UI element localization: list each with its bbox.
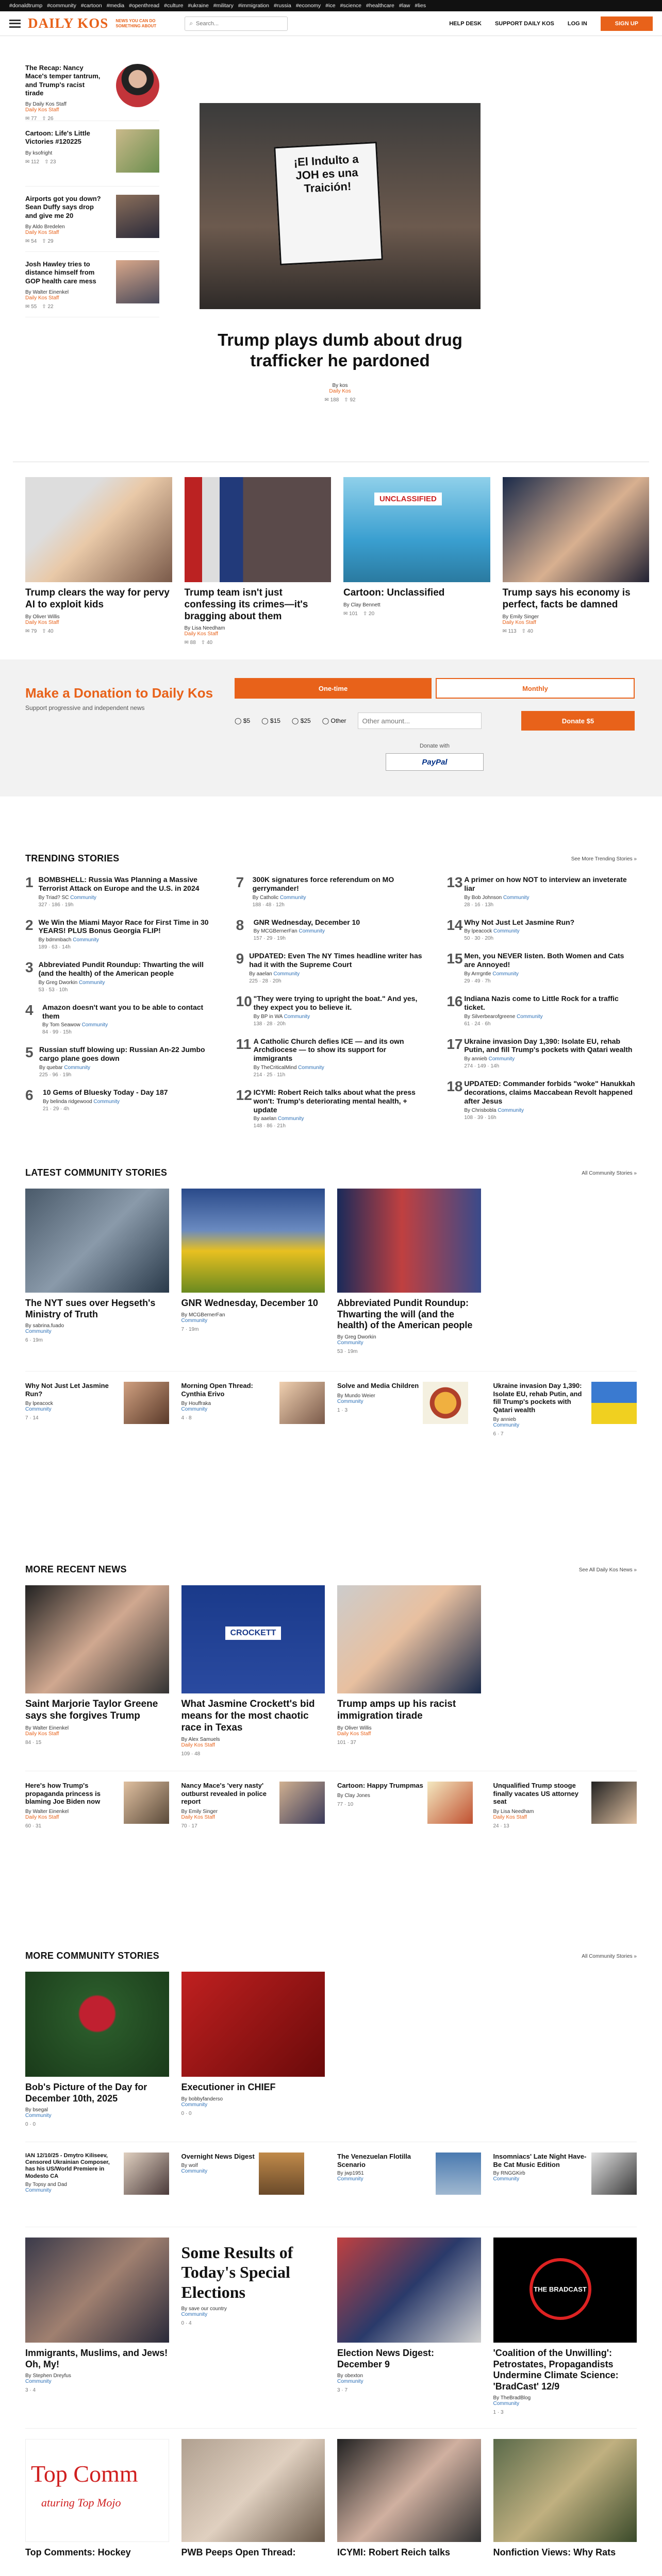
byline: By Daily Kos Staff Daily Kos Staff <box>25 101 67 113</box>
story-stats: 148 · 86 · 21h <box>253 1123 286 1129</box>
trending-title[interactable]: UPDATED: Commander forbids "woke" Hanukkah decorations, claims Maccabean Revolt happened after Jesus <box>464 1079 635 1105</box>
story-thumbnail[interactable] <box>116 260 159 303</box>
list-item[interactable] <box>25 121 159 187</box>
story-title[interactable]: Trump clears the way for pervy AI to exploit kids <box>25 587 170 610</box>
story-stats: ✉ 79 ⇧ 40 <box>25 628 54 634</box>
story-card[interactable]: The NYT sues over Hegseth's Ministry of Truth By sabrina.fuado Community 6 · 19m <box>25 1189 169 1354</box>
story-stats: 188 · 48 · 12h <box>252 902 285 908</box>
recent-news-small-row <box>25 1782 637 1829</box>
trending-rank: 2 <box>25 917 34 933</box>
trending-rank: 10 <box>236 993 252 1009</box>
story-stats: ✉ 101 ⇧ 20 <box>343 611 375 617</box>
byline: By Walter Einenkel Daily Kos Staff <box>25 289 69 301</box>
donate-button[interactable]: Donate $5 <box>521 711 635 731</box>
small-story-card[interactable]: Unqualified Trump stooge finally vacates US attorney seat By Lisa Needham Daily Kos Staff 24 · 13 <box>493 1782 637 1829</box>
trending-column <box>446 875 637 1139</box>
trending-rank: 9 <box>236 951 244 967</box>
trending-item[interactable] <box>446 918 637 942</box>
story-card[interactable]: Nonfiction Views: Why Rats <box>493 2439 637 2562</box>
recent-news-row <box>25 1585 637 1755</box>
hashtag-link[interactable]: #law <box>399 3 410 9</box>
story-stats: 53 · 53 · 10h <box>38 987 68 993</box>
story-stats: 157 · 29 · 19h <box>253 936 286 942</box>
protest-sign: ¡El Indulto a JOH es una Traición! <box>274 142 383 265</box>
byline: By Lisa Needham Daily Kos Staff <box>184 625 225 637</box>
trending-rank: 16 <box>446 993 463 1009</box>
small-story-card[interactable]: Morning Open Thread: Cynthia Erivo By Houffraka Community 4 · 8 <box>181 1382 325 1437</box>
story-card[interactable]: Election News Digest: December 9 By obexton Community 3 · 7 <box>337 2238 481 2415</box>
other-amount-input[interactable] <box>358 713 482 729</box>
paypal-button[interactable] <box>386 753 484 771</box>
story-stats: ✉ 112 ⇧ 23 <box>25 159 56 165</box>
trending-title[interactable]: Men, you NEVER listen. Both Women and Cats are Annoyed! <box>464 952 624 969</box>
story-card[interactable]: Executioner in CHIEF By bobbyfanderso Community 0 · 0 <box>181 1972 325 2131</box>
hashtag-link[interactable]: #healthcare <box>366 3 394 9</box>
one-time-tab[interactable]: One-time <box>235 678 432 699</box>
trending-rank: 14 <box>446 917 463 933</box>
trending-item[interactable] <box>236 918 426 942</box>
trending-title[interactable]: 300K signatures force referendum on MO gerrymander! <box>252 875 394 892</box>
trending-rank: 1 <box>25 874 34 890</box>
byline: By TheCriticalMind Community <box>253 1064 324 1071</box>
top-stories <box>13 36 649 659</box>
story-stats: 84 · 99 · 15h <box>42 1029 72 1036</box>
comments-count[interactable]: ✉ 77 <box>25 116 37 122</box>
story-stats: ✉ 188 ⇧ 92 <box>324 397 356 403</box>
more-community-section <box>13 1951 649 2576</box>
help-desk-link[interactable]: HELP DESK <box>449 20 482 27</box>
byline: By belinda ridgewood Community <box>43 1098 120 1105</box>
byline: By Aldo Bredelen Daily Kos Staff <box>25 224 65 235</box>
all-community-link[interactable]: All Community Stories » <box>582 1171 637 1176</box>
paypal-icon: PayPal <box>422 757 448 767</box>
story-card[interactable] <box>25 477 172 646</box>
search-input[interactable] <box>196 21 278 27</box>
trending-title[interactable]: A Catholic Church defies ICE — and its own Archdiocese — to show its support for immigrants <box>253 1037 404 1063</box>
trending-title[interactable]: Ukraine invasion Day 1,390: Isolate EU, rehab Putin, and fill Trump's pockets with Qatari wealth <box>464 1037 633 1054</box>
trending-item[interactable] <box>446 952 637 984</box>
all-news-link[interactable]: See All Daily Kos News » <box>578 1567 637 1573</box>
byline: By Triad? SC Community <box>38 894 96 901</box>
trending-rank: 7 <box>236 874 244 890</box>
story-card[interactable] <box>503 477 650 646</box>
trending-title: TRENDING STORIES <box>25 853 120 863</box>
trending-title[interactable]: Russian stuff blowing up: Russian An-22 Jumbo cargo plane goes down <box>39 1045 205 1063</box>
byline: By kos Daily Kos <box>329 383 351 395</box>
story-card[interactable]: ICYMI: Robert Reich talks <box>337 2439 481 2562</box>
see-more-trending-link[interactable]: See More Trending Stories » <box>571 856 637 862</box>
byline: By Chrisbobla Community <box>464 1107 524 1113</box>
story-card[interactable]: Bob's Picture of the Day for December 10th, 2025 By bsegal Community 0 · 0 <box>25 1972 169 2131</box>
story-stats: 29 · 49 · 7h <box>464 978 491 984</box>
small-story-card[interactable]: Cartoon: Happy Trumpmas By Clay Jones 77 · 10 <box>337 1782 481 1829</box>
hashtag-link[interactable]: #immigration <box>238 3 269 9</box>
story-stats: 225 · 28 · 20h <box>249 978 282 984</box>
story-card[interactable]: Trump amps up his racist immigration tirade By Oliver Willis Daily Kos Staff 101 · 37 <box>337 1585 481 1757</box>
story-card[interactable] <box>185 477 332 646</box>
story-stats: ✉ 54 ⇧ 29 <box>25 238 54 244</box>
trending-title[interactable]: UPDATED: Even The NY Times headline writer has had it with the Supreme Court <box>249 952 422 969</box>
cartoon-thumbnail[interactable] <box>116 129 159 173</box>
story-card[interactable]: PWB Peeps Open Thread: <box>181 2439 325 2562</box>
story-image[interactable] <box>185 477 332 582</box>
story-card[interactable]: CROCKETT What Jasmine Crockett's bid means for the most chaotic race in Texas By Alex Samuels Daily Kos Staff 109 · 48 <box>181 1585 325 1757</box>
donation-subtitle: Support progressive and independent news <box>25 704 145 711</box>
story-card[interactable]: Saint Marjorie Taylor Greene says she forgives Trump By Walter Einenkel Daily Kos Staff 84 · 15 <box>25 1585 169 1757</box>
trending-item[interactable] <box>25 875 216 908</box>
byline: By Bob Johnson Community <box>464 894 529 901</box>
section-title: LATEST COMMUNITY STORIES <box>25 1167 168 1178</box>
small-story-card[interactable]: Insomniacs' Late Night Have-Be Cat Music Edition By RNGGKirb Community <box>493 2153 637 2219</box>
trending-rank: 13 <box>446 874 463 890</box>
byline: By ksofright <box>25 150 53 156</box>
story-title[interactable]: The Recap: Nancy Mace's temper tantrum, and Trump's racist tirade <box>25 64 101 97</box>
trending-title[interactable]: BOMBSHELL: Russia Was Planning a Massive Terrorist Attack on Europe and the U.S. in 2024 <box>38 875 200 892</box>
story-stats: ✉ 88 ⇧ 40 <box>184 640 213 646</box>
story-stats: 108 · 39 · 16h <box>464 1114 496 1121</box>
trending-title[interactable]: 10 Gems of Bluesky Today - Day 187 <box>43 1088 168 1096</box>
list-item[interactable] <box>25 187 159 252</box>
hashtag-link[interactable]: #ukraine <box>188 3 209 9</box>
byline: By aaelan Community <box>249 971 300 977</box>
story-stats: 189 · 63 · 14h <box>38 944 71 951</box>
small-story-card[interactable]: Here's how Trump's propaganda princess is blaming Joe Biden now By Walter Einenkel Daily Kos Staff 60 · 31 <box>25 1782 169 1829</box>
small-story-card[interactable]: Nancy Mace's 'very nasty' outburst revealed in police report By Emily Singer Daily Kos Staff 70 · 17 <box>181 1782 325 1829</box>
monthly-tab[interactable]: Monthly <box>436 678 635 699</box>
small-story-card[interactable]: Ukraine invasion Day 1,390: Isolate EU, rehab Putin, and fill Trump's pockets with Qatari wealth By annieb Community 6 · 7 <box>493 1382 637 1437</box>
site-logo[interactable]: DAILY KOS <box>28 15 109 31</box>
trending-rank: 11 <box>236 1036 252 1052</box>
hashtag-link[interactable]: #russia <box>273 3 291 9</box>
story-title[interactable]: Airports got you down? Sean Duffy says drop and give me 20 <box>25 195 101 219</box>
hashtag-link[interactable]: #science <box>340 3 362 9</box>
story-title[interactable]: Josh Hawley tries to distance himself from GOP health care mess <box>25 260 96 285</box>
byline: By annieb Community <box>464 1056 515 1062</box>
hashtag-link[interactable]: #donaldtrump <box>9 3 43 9</box>
trending-item[interactable] <box>236 1037 426 1078</box>
trending-rank: 4 <box>25 1002 34 1018</box>
trending-rank: 8 <box>236 917 244 933</box>
donation-panel <box>0 659 662 796</box>
trending-item[interactable] <box>25 1045 216 1078</box>
trending-item[interactable] <box>25 1003 216 1036</box>
trending-title[interactable]: GNR Wednesday, December 10 <box>253 918 360 926</box>
latest-community-section <box>13 1167 649 1564</box>
story-stats: 50 · 30 · 20h <box>464 936 494 942</box>
community-row-1 <box>25 1972 637 2131</box>
signup-button[interactable]: SIGN UP <box>601 16 653 31</box>
login-link[interactable]: LOG IN <box>567 20 587 27</box>
trending-title[interactable]: We Win the Miami Mayor Race for First Time in 30 YEARS! PLUS Bonus Georgia FLIP! <box>38 918 209 935</box>
byline: By lpeacock Community <box>464 928 520 935</box>
recent-news-section <box>13 1564 649 1951</box>
hashtag-bar <box>0 0 662 11</box>
trending-title[interactable]: Why Not Just Let Jasmine Run? <box>464 918 575 926</box>
section-title: MORE RECENT NEWS <box>25 1564 127 1574</box>
story-stats: ✉ 55 ⇧ 22 <box>25 303 54 310</box>
story-stats: 327 · 186 · 19h <box>38 902 74 908</box>
story-stats: 274 · 149 · 14h <box>464 1063 500 1070</box>
trending-rank: 5 <box>25 1044 34 1061</box>
byline: By BP in WA Community <box>253 1013 310 1020</box>
story-card[interactable]: GNR Wednesday, December 10 By MCGBernerFan Community 7 · 19m <box>181 1189 325 1354</box>
byline: By Clay Bennett <box>343 602 380 608</box>
support-link[interactable]: SUPPORT DAILY KOS <box>494 20 554 27</box>
story-image[interactable] <box>25 477 172 582</box>
trending-item[interactable] <box>446 875 637 908</box>
byline: By aaelan Community <box>253 1116 304 1122</box>
story-stats: ✉ 113 ⇧ 40 <box>502 628 533 634</box>
story-thumbnail[interactable] <box>116 64 159 107</box>
story-title[interactable]: Cartoon: Unclassified <box>343 587 445 598</box>
trending-rank: 17 <box>446 1036 463 1052</box>
featured-story[interactable] <box>200 103 481 403</box>
hashtag-link[interactable]: #community <box>47 3 76 9</box>
story-card[interactable]: Some Results of Today's Special Elections By save our country Community 0 · 4 <box>181 2243 293 2327</box>
list-item[interactable] <box>25 252 159 317</box>
featured-image[interactable] <box>200 103 481 309</box>
byline: By Greg Dworkin Community <box>38 979 105 986</box>
left-story-list <box>25 56 159 317</box>
story-stats: 214 · 25 · 11h <box>253 1072 286 1078</box>
community-row-2 <box>25 2153 637 2219</box>
search-box[interactable] <box>185 16 288 31</box>
latest-community-row <box>25 1189 637 1353</box>
trending-item[interactable] <box>446 1037 637 1070</box>
menu-icon[interactable] <box>9 20 21 28</box>
trending-grid <box>25 875 637 1139</box>
list-item[interactable] <box>25 56 159 121</box>
trending-item[interactable] <box>446 994 637 1027</box>
trending-title[interactable]: Amazon doesn't want you to be able to contact them <box>42 1003 204 1020</box>
site-header <box>0 11 662 36</box>
trending-rank: 12 <box>236 1087 252 1103</box>
amount-radio-other[interactable]: ◯ Other <box>322 717 346 724</box>
donate-with-label: Donate with <box>419 743 450 749</box>
community-row-3 <box>25 2238 637 2416</box>
cartoon-image[interactable]: UNCLASSIFIED <box>343 477 490 582</box>
story-stats: 28 · 16 · 13h <box>464 902 494 908</box>
story-card[interactable]: Top Comm aturing Top Mojo Top Comments: Hockey <box>25 2439 169 2562</box>
byline: By Catholic Community <box>252 894 306 901</box>
byline: By Tom Seawow Community <box>42 1022 108 1028</box>
community-row-4 <box>25 2439 637 2562</box>
story-title[interactable]: Trump says his economy is perfect, facts be damned <box>502 587 631 610</box>
hashtag-link[interactable]: #ice <box>325 3 336 9</box>
byline: By Arrrgntle Community <box>464 971 519 977</box>
featured-title[interactable]: Trump plays dumb about drug trafficker he pardoned <box>218 330 462 370</box>
story-card-row <box>25 477 649 646</box>
trending-title[interactable]: A primer on how NOT to interview an inveterate liar <box>464 875 627 892</box>
hashtag-link[interactable]: #lies <box>415 3 426 9</box>
story-title[interactable]: Trump team isn't just confessing its crimes—it's bragging about them <box>184 587 308 622</box>
hashtag-link[interactable]: #cartoon <box>80 3 102 9</box>
story-card[interactable]: THE BRADCAST 'Coalition of the Unwilling': Petrostates, Propagandists Undermine Climate Science: 'BradCast' 12/9 By TheBradBlog Community 1 · 3 <box>493 2238 637 2415</box>
section-title: MORE COMMUNITY STORIES <box>25 1951 159 1961</box>
trending-rank: 6 <box>25 1087 34 1103</box>
search-icon: ⌕ <box>189 20 193 27</box>
story-thumbnail[interactable] <box>116 195 159 238</box>
trending-section <box>13 796 649 1167</box>
hashtag-link[interactable]: #economy <box>295 3 321 9</box>
recs-count[interactable]: ⇧ 26 <box>42 116 54 122</box>
story-stats <box>25 116 103 122</box>
hashtag-link[interactable]: #military <box>213 3 234 9</box>
logo-tagline: NEWS YOU CAN DO SOMETHING ABOUT <box>115 18 157 28</box>
small-story-card[interactable]: The Venezuelan Flotilla Scenario By jwp1951 Community <box>337 2153 481 2219</box>
amount-radio-25[interactable]: ◯ $25 <box>291 717 311 724</box>
small-story-card[interactable]: Solve and Media Children By Mundo Weier Community 1 · 3 <box>337 1382 481 1437</box>
small-story-card[interactable]: IAN 12/10/25 - Dmytro Kiliseev, Censored Ukrainian Composer, has his US/World Premiere in Modesto CA By Topsy and Dad Community <box>25 2153 169 2219</box>
story-image[interactable] <box>503 477 650 582</box>
trending-item[interactable] <box>236 1088 426 1129</box>
story-stats: 61 · 24 · 6h <box>464 1021 491 1027</box>
story-card[interactable] <box>343 477 490 646</box>
trending-column <box>25 875 216 1139</box>
hashtag-link[interactable]: #media <box>106 3 125 9</box>
all-community-link-2[interactable]: All Community Stories » <box>582 1954 637 1959</box>
story-stats: 138 · 28 · 20h <box>253 1021 286 1027</box>
story-stats: 225 · 96 · 19h <box>39 1072 72 1078</box>
amount-radio-15[interactable]: ◯ $15 <box>261 717 280 724</box>
trending-item[interactable] <box>236 994 426 1027</box>
story-stats: 21 · 29 · 4h <box>43 1106 70 1112</box>
story-title[interactable]: Cartoon: Life's Little Victories #120225 <box>25 129 90 146</box>
trending-rank: 18 <box>446 1078 463 1095</box>
story-card[interactable]: Immigrants, Muslims, and Jews! Oh, My! By Stephen Dreyfus Community 3 · 4 <box>25 2238 169 2415</box>
story-card[interactable]: Abbreviated Pundit Roundup: Thwarting the will (and the health) of the American people By Greg Dworkin Community 53 · 19m <box>337 1189 481 1354</box>
trending-title[interactable]: Abbreviated Pundit Roundup: Thwarting the will (and the health) of the American people <box>38 960 204 977</box>
trending-item[interactable] <box>25 1088 216 1112</box>
trending-rank: 15 <box>446 951 463 967</box>
trending-item[interactable] <box>446 1079 637 1120</box>
trending-column <box>236 875 426 1139</box>
byline: By Oliver Willis Daily Kos Staff <box>25 614 60 625</box>
byline: By Silverbearofgreene Community <box>464 1013 543 1020</box>
small-story-card[interactable]: Why Not Just Let Jasmine Run? By lpeacock Community 7 · 14 <box>25 1382 169 1437</box>
hashtag-link[interactable]: #culture <box>164 3 184 9</box>
byline: By MCGBernerFan Community <box>253 928 325 935</box>
trending-title[interactable]: "They were trying to upright the boat." And yes, they expect you to believe it. <box>253 994 418 1011</box>
trending-title[interactable]: ICYMI: Robert Reich talks about what the press won't: Trump's deteriorating mental health, + update <box>253 1088 416 1114</box>
trending-rank: 3 <box>25 959 34 976</box>
amount-radio-5[interactable]: ◯ $5 <box>235 717 251 724</box>
trending-item[interactable] <box>236 952 426 984</box>
trending-item[interactable] <box>236 875 426 908</box>
small-story-card[interactable]: Overnight News Digest By wolf Community <box>181 2153 325 2219</box>
trending-item[interactable] <box>25 960 216 993</box>
byline: By Emily Singer Daily Kos Staff <box>502 614 539 625</box>
header-nav <box>449 16 653 31</box>
byline: By quebar Community <box>39 1064 90 1071</box>
trending-title[interactable]: Indiana Nazis come to Little Rock for a traffic ticket. <box>464 994 619 1011</box>
trending-item[interactable] <box>25 918 216 951</box>
latest-community-small-row <box>25 1382 637 1437</box>
hashtag-link[interactable]: #openthread <box>129 3 160 9</box>
byline: By bdmmbach Community <box>38 937 99 943</box>
donation-title: Make a Donation to Daily Kos <box>25 685 213 701</box>
